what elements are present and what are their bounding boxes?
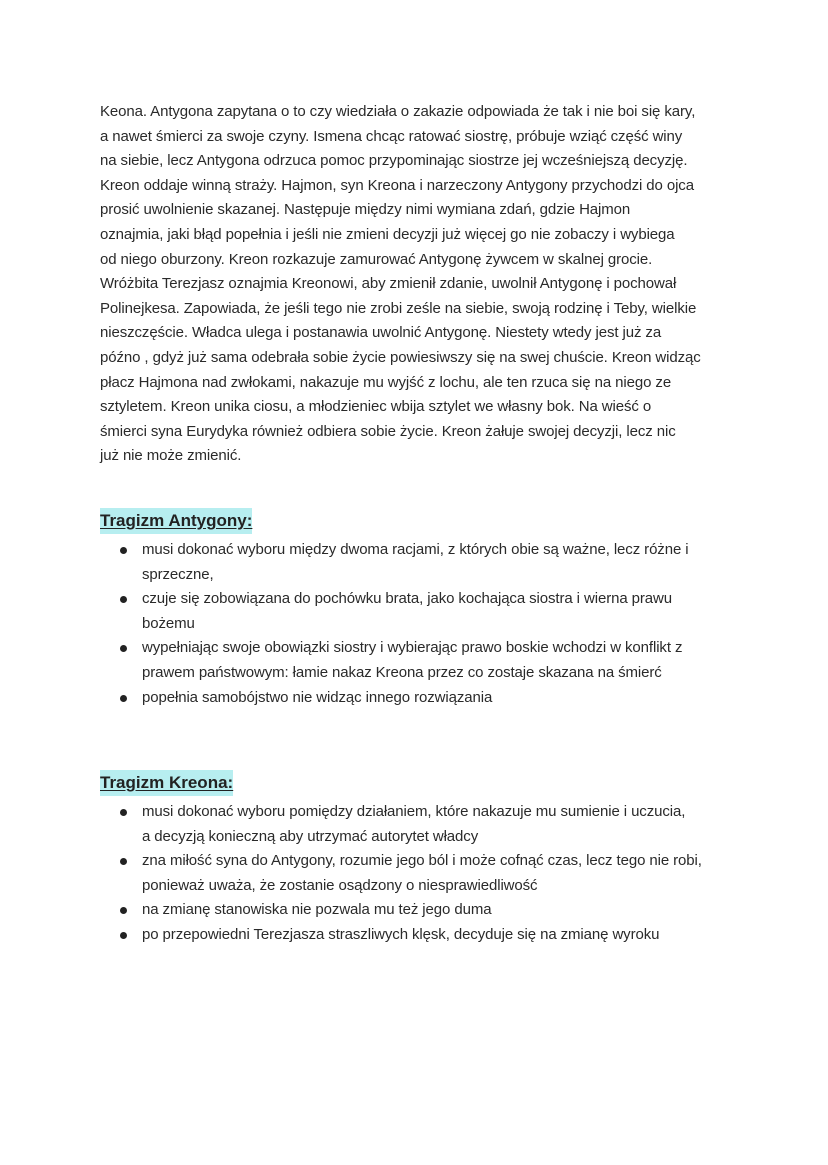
list-item (100, 923, 740, 948)
list-item (100, 538, 740, 587)
paragraph-line: od niego oburzony. Kreon rozkazuje zamurować Antygonę żywcem w skalnej grocie. (100, 250, 653, 268)
paragraph-line: a nawet śmierci za swoje czyny. Ismena chcąc ratować siostrę, próbuje wziąć część winy (100, 127, 683, 145)
list-item-line: na zmianę stanowiska nie pozwala mu też jego duma (142, 901, 492, 919)
paragraph-line: prosić uwolnienie skazanej. Następuje między nimi wymiana zdań, gdzie Hajmon (100, 201, 631, 219)
bullet-icon (120, 695, 127, 702)
paragraph-line: Polinejkesa. Zapowiada, że jeśli tego nie zrobi ześle na siebie, swoją rodzinę i Teby, wielkie (100, 299, 697, 317)
paragraph-line: Keona. Antygona zapytana o to czy wiedziała o zakazie odpowiada że tak i nie boi się kary, (100, 103, 696, 120)
bullet-icon (120, 858, 127, 865)
paragraph-line: Kreon oddaje winną straży. Hajmon, syn Kreona i narzeczony Antygony przychodzi do ojca (100, 176, 694, 194)
list-item-line: musi dokonać wyboru pomiędzy działaniem, które nakazuje mu sumienie i uczucia, (142, 803, 686, 820)
paragraph-line: śmierci syna Eurydyka również odbiera sobie życie. Kreon żałuje swojej decyzji, lecz nic (100, 422, 676, 440)
list-item-line: zna miłość syna do Antygony, rozumie jego ból i może cofnąć czas, lecz tego nie robi, (142, 852, 702, 870)
list-item-line: musi dokonać wyboru między dwoma racjami, z których obie są ważne, lecz różne i (142, 541, 689, 558)
bullet-icon (120, 596, 127, 603)
list-item (100, 898, 740, 923)
bullet-icon (120, 645, 127, 652)
bullet-icon (120, 547, 127, 554)
list-item-line: sprzeczne, (142, 565, 214, 583)
bullet-icon (120, 932, 127, 939)
paragraph-line: na siebie, lecz Antygona odrzuca pomoc przypominając siostrze jej wcześniejszą decyzję. (100, 152, 688, 170)
antygona-section-heading: Tragizm Antygony: (100, 508, 252, 534)
antygona-tragedy-section (100, 508, 740, 710)
list-item (100, 686, 740, 711)
paragraph-line: późno , gdyż już sama odebrała sobie życie powiesiwszy się na swej chuście. Kreon widząc (100, 348, 701, 366)
list-item-line: ponieważ uważa, że zostanie osądzony o niesprawiedliwość (142, 876, 538, 894)
antygona-bullet-list (100, 538, 740, 710)
list-item-line: popełnia samobójstwo nie widząc innego rozwiązania (142, 688, 493, 706)
kreon-section-heading: Tragizm Kreona: (100, 770, 233, 796)
list-item (100, 849, 740, 898)
list-item-line: bożemu (142, 614, 195, 632)
paragraph-line: oznajmia, jaki błąd popełnia i jeśli nie zmieni decyzji już więcej go nie zobaczy i wybiega (100, 225, 675, 243)
paragraph-line: sztyletem. Kreon unika ciosu, a młodzieniec wbija sztylet we własny bok. Na wieść o (100, 398, 652, 416)
list-item (100, 636, 740, 685)
bullet-icon (120, 907, 127, 914)
kreon-bullet-list (100, 800, 740, 948)
paragraph-line: nieszczęście. Władca ulega i postanawia uwolnić Antygonę. Niestety wtedy jest już za (100, 324, 662, 342)
paragraph-line: już nie może zmienić. (100, 447, 242, 465)
kreon-tragedy-section (100, 770, 740, 948)
list-item-line: prawem państwowym: łamie nakaz Kreona przez co zostaje skazana na śmierć (142, 663, 662, 681)
bullet-icon (120, 809, 127, 816)
paragraph-line: płacz Hajmona nad zwłokami, nakazuje mu wyjść z lochu, ale ten rzuca się na niego ze (100, 373, 672, 391)
list-item (100, 587, 740, 636)
plot-summary-paragraph (100, 100, 740, 469)
paragraph-line: Wróżbita Terezjasz oznajmia Kreonowi, aby zmienił zdanie, uwolnił Antygonę i pochował (100, 275, 677, 293)
list-item-line: po przepowiedni Terezjasza straszliwych klęsk, decyduje się na zmianę wyroku (142, 925, 660, 943)
list-item-line: a decyzją konieczną aby utrzymać autorytet władcy (142, 827, 479, 845)
list-item (100, 800, 740, 849)
list-item-line: czuje się zobowiązana do pochówku brata, jako kochająca siostra i wierna prawu (142, 590, 672, 608)
list-item-line: wypełniając swoje obowiązki siostry i wybierając prawo boskie wchodzi w konflikt z (142, 639, 683, 657)
